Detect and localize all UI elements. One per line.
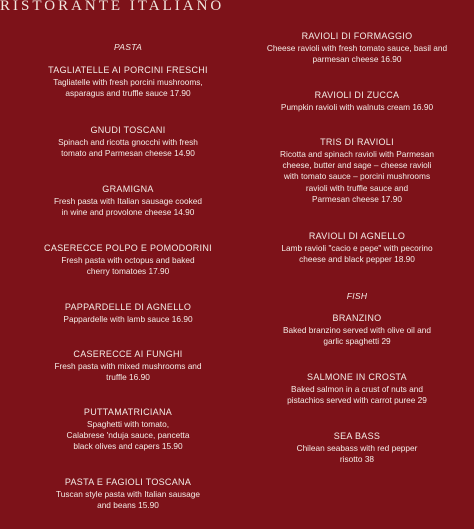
- item-desc-line: cheese, butter and sage – cheese ravioli: [282, 160, 432, 171]
- menu-item: [14, 125, 242, 159]
- item-desc-line: Parmesan cheese 17.90: [312, 193, 402, 204]
- item-desc-line: parmesan cheese 16.90: [312, 54, 402, 65]
- item-desc-line: in wine and provolone cheese 14.90: [61, 207, 195, 218]
- item-desc-line: truffle 16.90: [106, 372, 150, 383]
- item-desc-line: tomato and Parmesan cheese 14.90: [61, 148, 195, 159]
- menu-item: [14, 243, 242, 277]
- item-desc-line: Spaghetti with tomato,: [86, 419, 170, 429]
- menu-item: [252, 31, 462, 65]
- item-desc-line: Chilean seabass with red pepper: [296, 443, 418, 453]
- item-desc-line: and beans 15.90: [97, 500, 159, 511]
- menu-item: [252, 231, 462, 265]
- menu-item: [14, 407, 242, 453]
- item-desc-line: cherry tomatoes 17.90: [86, 266, 170, 277]
- item-desc-line: pistachios served with carrot puree 29: [287, 395, 427, 406]
- item-name: PUTTAMATRICIANA: [83, 407, 173, 417]
- item-desc-line: with tomato sauce – porcini mushrooms: [283, 171, 431, 182]
- item-desc-line: garlic spaghetti 29: [323, 336, 391, 347]
- item-desc-line: Calabrese 'nduja sauce, pancetta: [66, 430, 190, 441]
- page-title: RISTORANTE ITALIANO: [0, 0, 225, 14]
- item-name: BRANZINO: [332, 313, 382, 323]
- item-name: CASERECCE AI FUNGHI: [73, 349, 183, 359]
- item-name: CASERECCE POLPO E POMODORINI: [44, 243, 212, 253]
- menu-item: [14, 349, 242, 383]
- section-fish: FISH: [346, 291, 368, 301]
- item-desc-line: ravioli with truffle sauce and: [305, 182, 409, 193]
- item-name: RAVIOLI DI AGNELLO: [308, 231, 406, 241]
- menu-item: [14, 65, 242, 99]
- item-name: SEA BASS: [333, 431, 381, 441]
- item-desc-line: asparagus and truffle sauce 17.90: [65, 88, 191, 99]
- item-desc-line: Fresh pasta with octopus and baked: [61, 255, 195, 265]
- item-desc-line: Lamb ravioli "cacio e pepe" with pecorino: [281, 243, 433, 253]
- item-desc-line: Fresh pasta with mixed mushrooms and: [54, 361, 202, 371]
- item-desc-line: risotto 38: [339, 454, 375, 465]
- item-name: PASTA E FAGIOLI TOSCANA: [64, 477, 192, 487]
- item-desc-line: Pappardelle with lamb sauce 16.90: [63, 314, 193, 324]
- menu-item: [14, 302, 242, 325]
- item-desc-line: cheese and black pepper 18.90: [299, 254, 415, 265]
- item-name: SALMONE IN CROSTA: [307, 372, 407, 382]
- menu-item: [14, 184, 242, 218]
- menu-item: [252, 137, 462, 205]
- item-desc-line: Baked salmon in a crust of nuts and: [291, 384, 423, 394]
- item-desc-line: Tuscan style pasta with Italian sausage: [55, 489, 201, 499]
- menu-item: [252, 372, 462, 406]
- menu-item: [14, 477, 242, 511]
- item-desc-line: Tagliatelle with fresh porcini mushrooms,: [53, 77, 203, 87]
- section-pasta: PASTA: [113, 42, 143, 52]
- item-name: PAPPARDELLE DI AGNELLO: [64, 302, 192, 312]
- item-name: TRIS DI RAVIOLI: [320, 137, 394, 147]
- item-desc-line: Ricotta and spinach ravioli with Parmesan: [279, 149, 435, 159]
- item-name: RAVIOLI DI FORMAGGIO: [301, 31, 413, 41]
- menu-item: [252, 313, 462, 347]
- item-desc-line: black olives and capers 15.90: [73, 441, 183, 452]
- item-name: GRAMIGNA: [102, 184, 154, 194]
- item-desc-line: Spinach and ricotta gnocchi with fresh: [58, 137, 198, 147]
- menu-item: [252, 90, 462, 113]
- item-name: RAVIOLI DI ZUCCA: [314, 90, 400, 100]
- item-desc-line: Cheese ravioli with fresh tomato sauce, basil and: [266, 43, 448, 53]
- item-desc-line: Baked branzino served with olive oil and: [282, 325, 432, 335]
- item-name: GNUDI TOSCANI: [90, 125, 166, 135]
- item-name: TAGLIATELLE AI PORCINI FRESCHI: [48, 65, 208, 75]
- item-desc-line: Fresh pasta with Italian sausage cooked: [53, 196, 203, 206]
- item-desc-line: Pumpkin ravioli with walnuts cream 16.90: [280, 102, 434, 112]
- menu-item: [252, 431, 462, 465]
